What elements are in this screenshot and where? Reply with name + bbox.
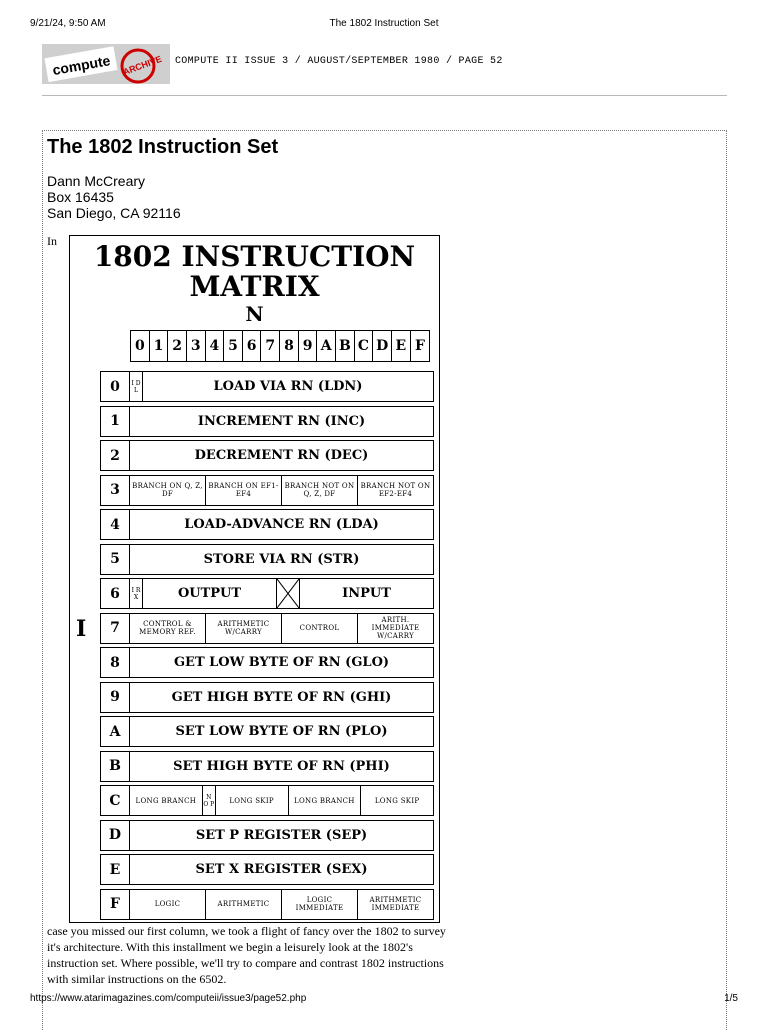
n-value-7: 7 bbox=[261, 331, 280, 361]
matrix-cell: CONTROL & MEMORY REF. bbox=[139, 620, 196, 636]
row-label-F: F bbox=[101, 890, 130, 919]
matrix-row-4 bbox=[100, 509, 434, 540]
matrix-cell: BRANCH NOT ON EF2-EF4 bbox=[357, 476, 433, 505]
n-value-B: B bbox=[336, 331, 355, 361]
row-label-7: 7 bbox=[101, 614, 130, 643]
author-block bbox=[47, 173, 181, 221]
matrix-cell: ARITHMETIC W/CARRY bbox=[205, 614, 281, 643]
print-date: 9/21/24, 9:50 AM bbox=[30, 18, 106, 29]
matrix-cell: SET HIGH BYTE OF RN (PHI) bbox=[173, 758, 390, 774]
n-value-8: 8 bbox=[280, 331, 299, 361]
article-title: The 1802 Instruction Set bbox=[47, 136, 279, 158]
matrix-cell: LONG SKIP bbox=[215, 786, 288, 815]
row-label-5: 5 bbox=[101, 545, 130, 574]
matrix-row-6 bbox=[100, 578, 434, 609]
matrix-row-0 bbox=[100, 371, 434, 402]
matrix-cell: OUTPUT bbox=[142, 579, 276, 608]
n-value-4: 4 bbox=[206, 331, 225, 361]
matrix-cell: CONTROL bbox=[281, 614, 357, 643]
header-rule bbox=[42, 95, 727, 96]
matrix-cell: LONG BRANCH bbox=[288, 786, 361, 815]
matrix-cell: INPUT bbox=[299, 579, 433, 608]
row-label-C: C bbox=[101, 786, 130, 815]
matrix-cell: STORE VIA RN (STR) bbox=[203, 551, 360, 567]
n-axis-label: N bbox=[245, 302, 264, 326]
matrix-cell: ARITH. IMMEDIATE W/CARRY bbox=[357, 614, 433, 643]
matrix-cell: GET HIGH BYTE OF RN (GHI) bbox=[171, 689, 392, 705]
row-label-1: 1 bbox=[101, 407, 130, 436]
row-label-4: 4 bbox=[101, 510, 130, 539]
matrix-row-9 bbox=[100, 682, 434, 713]
matrix-cell: I R X bbox=[131, 586, 141, 601]
page-number: 1/5 bbox=[724, 993, 738, 1004]
matrix-cell: INCREMENT RN (INC) bbox=[197, 413, 366, 429]
cross-mark bbox=[277, 579, 299, 608]
matrix-title bbox=[70, 242, 439, 302]
n-value-E: E bbox=[392, 331, 411, 361]
row-label-A: A bbox=[101, 717, 130, 746]
crossed-out-cell bbox=[276, 579, 299, 608]
matrix-cell: LOGIC IMMEDIATE bbox=[281, 890, 357, 919]
matrix-cell: BRANCH NOT ON Q, Z, DF bbox=[281, 476, 357, 505]
matrix-cell: N O P bbox=[202, 786, 215, 815]
matrix-cell: GET LOW BYTE OF RN (GLO) bbox=[173, 655, 390, 670]
n-value-A: A bbox=[317, 331, 336, 361]
matrix-row-7 bbox=[100, 613, 434, 644]
matrix-cell: LONG BRANCH bbox=[135, 796, 197, 805]
matrix-row-8 bbox=[100, 647, 434, 678]
n-value-6: 6 bbox=[243, 331, 262, 361]
n-values-row bbox=[130, 330, 430, 362]
row-label-9: 9 bbox=[101, 683, 130, 712]
n-value-F: F bbox=[414, 338, 425, 354]
matrix-row-5 bbox=[100, 544, 434, 575]
matrix-cell: SET LOW BYTE OF RN (PLO) bbox=[175, 724, 388, 739]
article bbox=[42, 130, 727, 1030]
matrix-cell: BRANCH ON Q, Z, DF bbox=[132, 482, 203, 498]
i-axis-label: I bbox=[76, 616, 87, 642]
article-body: case you missed our first column, we took a flight of fancy over the 1802 to survey it's architecture. With this installment we begin a leisurely look at the 1802's instruction set. Where possible, we'll try to compare and contrast 1802 instructions with similar instructions on the 6502. bbox=[47, 924, 446, 986]
matrix-cell: BRANCH ON EF1-EF4 bbox=[205, 476, 281, 505]
matrix-title-line-2: MATRIX bbox=[189, 270, 320, 303]
matrix-row-E bbox=[100, 854, 434, 885]
n-value-9: 9 bbox=[299, 331, 318, 361]
row-label-D: D bbox=[101, 821, 130, 850]
print-title: The 1802 Instruction Set bbox=[329, 18, 439, 29]
row-label-0: 0 bbox=[101, 372, 130, 401]
n-value-5: 5 bbox=[224, 331, 243, 361]
matrix-cell: DECREMENT RN (DEC) bbox=[194, 448, 369, 463]
matrix-title-line-1: 1802 INSTRUCTION bbox=[93, 240, 416, 273]
row-label-6: 6 bbox=[101, 579, 130, 608]
matrix-cell: LOGIC bbox=[154, 900, 181, 908]
instruction-matrix-figure bbox=[69, 235, 440, 923]
matrix-row-A bbox=[100, 716, 434, 747]
row-label-B: B bbox=[101, 752, 130, 781]
row-label-8: 8 bbox=[101, 648, 130, 677]
author-address-2: San Diego, CA 92116 bbox=[47, 205, 181, 221]
row-label-3: 3 bbox=[101, 476, 130, 505]
row-label-E: E bbox=[101, 855, 130, 884]
matrix-cell: LONG SKIP bbox=[360, 786, 433, 815]
lead-word: In bbox=[47, 234, 57, 248]
matrix-row-C bbox=[100, 785, 434, 816]
logo-archive-text: ARCHIVE bbox=[121, 53, 164, 78]
matrix-cell: LOAD VIA RN (LDN) bbox=[142, 372, 433, 401]
page-url[interactable]: https://www.atarimagazines.com/computeii/issue3/page52.php bbox=[30, 993, 307, 1004]
matrix-cell: SET P REGISTER (SEP) bbox=[195, 827, 368, 843]
matrix-row-3 bbox=[100, 475, 434, 506]
matrix-row-F bbox=[100, 889, 434, 920]
logo-text: compute bbox=[51, 52, 112, 79]
issue-line: COMPUTE II ISSUE 3 / AUGUST/SEPTEMBER 1980 / PAGE 52 bbox=[175, 56, 503, 67]
n-value-0: 0 bbox=[131, 331, 150, 361]
matrix-cell: LOAD-ADVANCE RN (LDA) bbox=[184, 517, 379, 532]
matrix-cell: SET X REGISTER (SEX) bbox=[195, 862, 368, 877]
matrix-cell: ARITHMETIC bbox=[205, 890, 281, 919]
n-value-1: 1 bbox=[150, 331, 169, 361]
matrix-row-D bbox=[100, 820, 434, 851]
matrix-row-1 bbox=[100, 406, 434, 437]
author-address-1: Box 16435 bbox=[47, 189, 114, 205]
matrix-cell: I D L bbox=[131, 379, 141, 394]
author-name: Dann McCreary bbox=[47, 173, 146, 189]
row-label-2: 2 bbox=[101, 441, 130, 470]
n-value-3: 3 bbox=[187, 331, 206, 361]
matrix-row-B bbox=[100, 751, 434, 782]
n-value-C: C bbox=[355, 331, 374, 361]
n-value-2: 2 bbox=[168, 331, 187, 361]
matrix-row-2 bbox=[100, 440, 434, 471]
n-value-D: D bbox=[373, 331, 392, 361]
compute-archive-logo[interactable] bbox=[42, 44, 170, 84]
matrix-cell: ARITHMETIC IMMEDIATE bbox=[357, 890, 433, 919]
